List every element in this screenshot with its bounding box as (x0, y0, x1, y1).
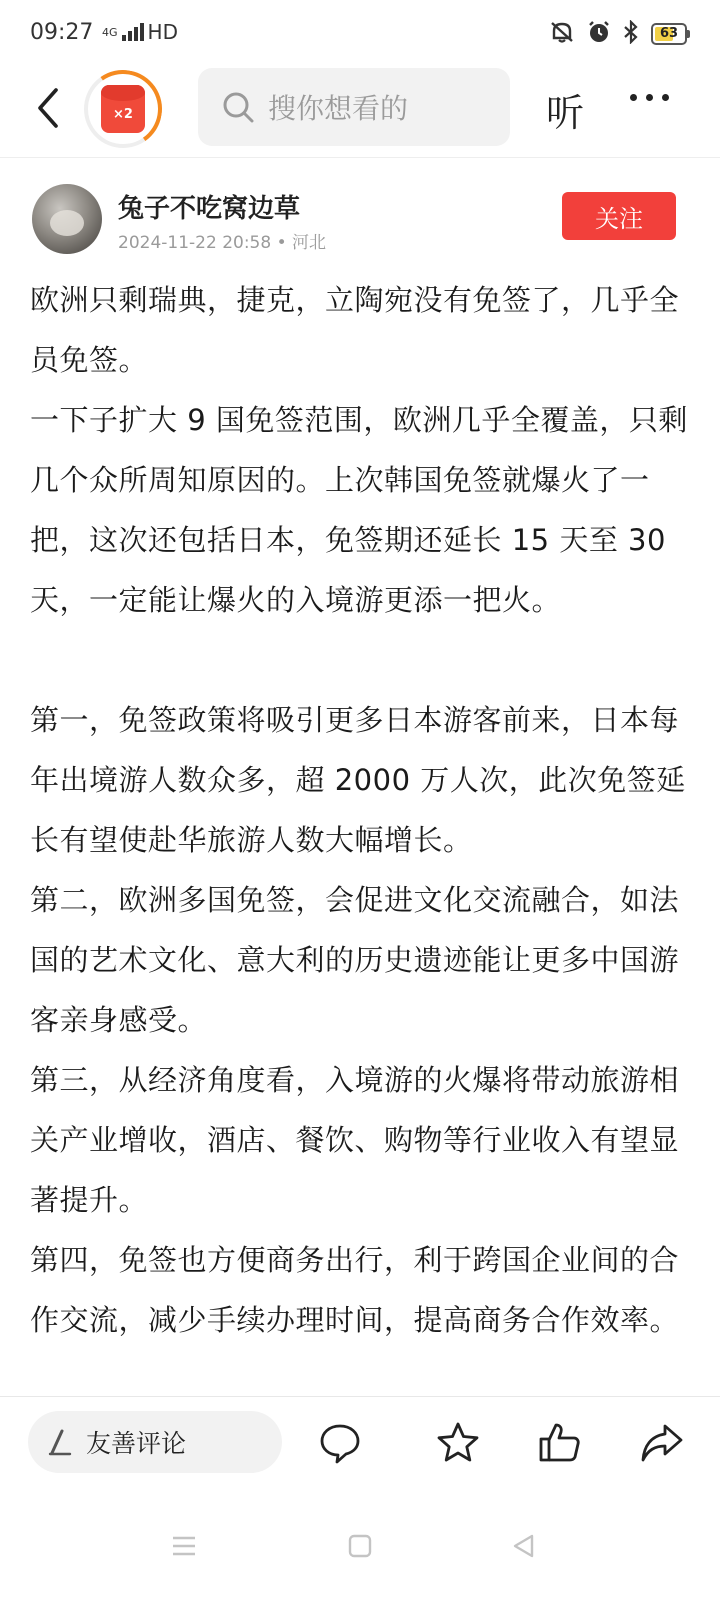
post-location: 河北 (292, 233, 327, 253)
search-input[interactable] (198, 68, 510, 146)
back-triangle-icon[interactable] (504, 1528, 544, 1564)
search-placeholder: 搜你想看的 (268, 92, 409, 125)
post-datetime: 2024-11-22 20:58 (118, 233, 272, 253)
signal-icon (122, 23, 144, 41)
alarm-icon (587, 20, 611, 48)
comment-input[interactable] (28, 1411, 282, 1473)
mute-icon (549, 20, 575, 48)
bottom-action-bar (0, 1396, 720, 1492)
red-packet-button[interactable] (84, 70, 162, 148)
article-paragraph: 一下子扩大 9 国免签范围，欧洲几乎全覆盖，只剩几个众所周知原因的。上次韩国免签就爆火了一把，这次还包括日本，免签期还延长 15 天至 30 天，一定能让爆火的入境游更添一把火。 (30, 403, 688, 617)
system-nav-bar (0, 1492, 720, 1600)
comment-icon[interactable] (316, 1419, 364, 1467)
article-body (30, 270, 690, 1396)
status-bar (0, 0, 720, 72)
home-icon[interactable] (340, 1528, 380, 1564)
thumbs-up-icon[interactable] (536, 1419, 584, 1467)
top-nav (0, 66, 720, 158)
article-paragraph: 第三，从经济角度看，入境游的火爆将带动旅游相关产业增收，酒店、餐饮、购物等行业收入有望显著提升。 (30, 1063, 680, 1217)
status-icons (549, 20, 690, 48)
battery-icon (651, 23, 690, 45)
author-header (0, 180, 720, 260)
network-type: 4G (102, 25, 118, 39)
more-dots-icon[interactable] (630, 94, 669, 101)
article-paragraph: 第一，免签政策将吸引更多日本游客前来，日本每年出境游人数众多，超 2000 万人次，此次免签延长有望使赴华旅游人数大幅增长。 (30, 703, 686, 857)
article-paragraph: 欧洲只剩瑞典，捷克，立陶宛没有免签了，几乎全员免签。 (30, 283, 680, 377)
follow-button[interactable]: 关注 (562, 192, 676, 240)
article-paragraph: 第四，免签也方便商务出行，利于跨国企业间的合作交流，减少手续办理时间，提高商务合作效率。 (30, 1243, 680, 1337)
status-time: 09:27 (30, 20, 94, 45)
menu-icon[interactable] (164, 1528, 204, 1564)
article-paragraph: 第二，欧洲多国免签，会促进文化交流融合，如法国的艺术文化、意大利的历史遗迹能让更多中国游客亲身感受。 (30, 883, 680, 1037)
post-meta (118, 228, 326, 253)
red-packet-badge: ×2 (113, 106, 133, 122)
comment-placeholder: 友善评论 (86, 1429, 187, 1458)
network-indicator (102, 20, 178, 44)
chevron-left-icon (34, 86, 62, 130)
star-icon[interactable] (434, 1419, 482, 1467)
avatar[interactable] (32, 184, 102, 254)
battery-level: 63 (659, 26, 679, 41)
network-label: HD (147, 20, 178, 44)
share-icon[interactable] (638, 1419, 686, 1467)
red-packet-icon (101, 85, 145, 133)
search-icon (222, 91, 254, 123)
pen-icon (44, 1427, 74, 1457)
back-button[interactable] (28, 84, 68, 132)
paragraph-gap (30, 630, 690, 690)
author-name[interactable]: 兔子不吃窝边草 (118, 194, 301, 224)
bluetooth-icon (623, 20, 639, 48)
listen-button[interactable]: 听 (546, 91, 585, 135)
meta-separator: • (276, 233, 293, 253)
